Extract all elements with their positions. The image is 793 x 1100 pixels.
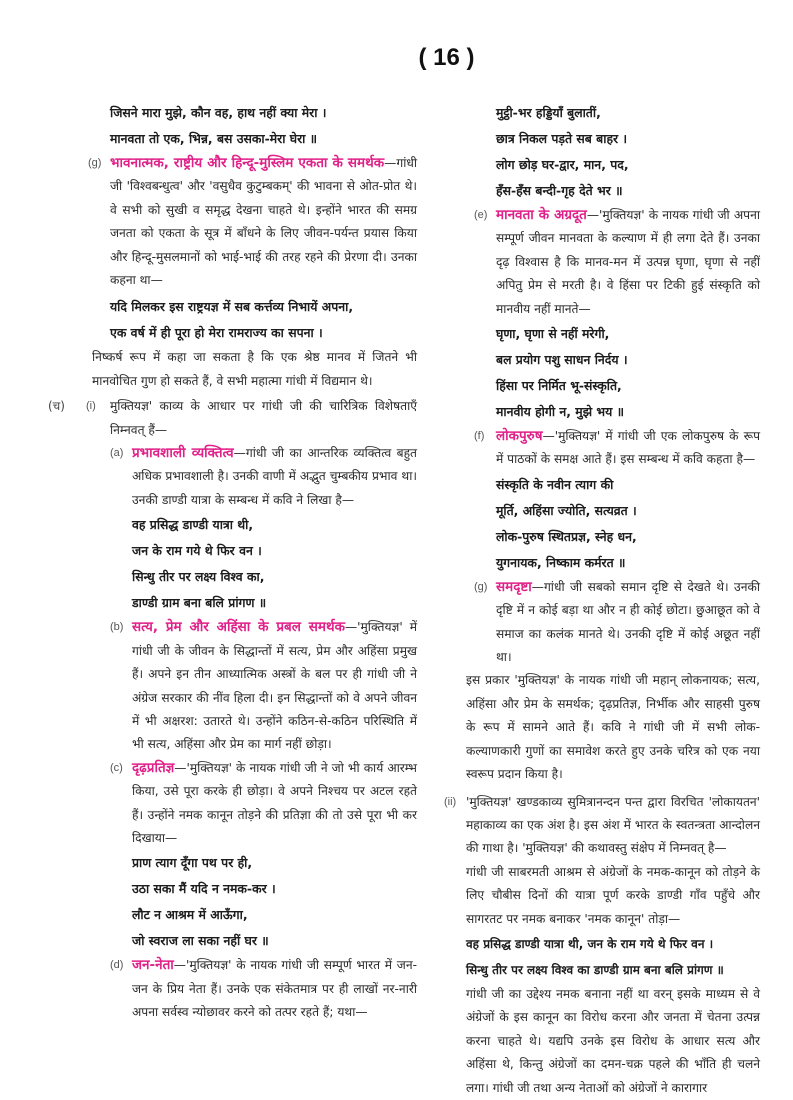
- item-a: [110, 442, 417, 616]
- verse-line: घृणा, घृणा से नहीं मरेगी,: [496, 326, 610, 342]
- item-paragraph: [132, 757, 417, 851]
- item-text: —'मुक्तियज्ञ' में गांधी जी एक लोकपुरुष के रूप में पाठकों के समक्ष आते हैं। इस सम्बन्ध में कवि कहता है—: [496, 429, 760, 467]
- section-ii: [444, 791, 760, 1100]
- item-paragraph: [132, 954, 417, 1024]
- section-cha: [48, 395, 417, 442]
- item-heading: लोकपुरुष: [496, 428, 543, 445]
- section-paragraph: गांधी जी का उद्देश्य नमक बनाना नहीं था वरन् इसके माध्यम से वे अंग्रेजों के इस कानून का विरोध करना और जनता में चेतना उत्पन्न करना चाहते थे। यद्यपि उनके इस विरोध के आधार सत्य और अहिंसा थे, किन्तु अंग्रेजों का दमन-चक्र पहले की भाँति ही चलने लगा। गांधी जी तथा अन्य नेताओं को अंग्रेजों ने कारागार: [466, 986, 760, 1095]
- item-heading: सत्य, प्रेम और अहिंसा के प्रबल समर्थक: [132, 619, 345, 636]
- verse-block: [110, 294, 417, 346]
- verse-line: सिन्धु तीर पर लक्ष्य विश्व का डाण्डी ग्राम बना बलि प्रांगण ॥: [466, 962, 724, 977]
- page-number: ( 16 ): [418, 44, 475, 71]
- verse-line: जो स्वराज ला सका नहीं घर ॥: [132, 933, 269, 949]
- item-marker: (ii): [444, 795, 457, 808]
- item-e: [474, 204, 760, 425]
- verse-block: [466, 931, 760, 983]
- item-marker: (g): [88, 157, 102, 169]
- verse-block: [496, 100, 760, 204]
- verse-line: वह प्रसिद्ध डाण्डी यात्रा थी, जन के राम गये थे फिर वन ।: [466, 936, 714, 951]
- section-paragraph: गांधी जी साबरमती आश्रम से अंग्रेजों के नमक-कानून को तोड़ने के लिए चौबीस दिनों की यात्रा पूर्ण करके डाण्डी गाँव पहुँचे और सागरतट पर नमक बनाकर 'नमक कानून' तोड़ा—: [466, 864, 760, 926]
- section-g: [88, 152, 417, 346]
- verse-line: मानवीय होगी न, मुझे भय ॥: [496, 404, 625, 420]
- item-text: —'मुक्तियज्ञ' के नायक गांधी जी सम्पूर्ण भारत में जन-जन के प्रिय नेता हैं। उनके एक संकेतमात्र पर ही लाखों नर-नारी अपना सर्वस्व न्योछावर करने को तत्पर रहते हैं; यथा—: [132, 958, 417, 1020]
- verse-line: बल प्रयोग पशु साधन निर्दय ।: [496, 352, 628, 368]
- item-text: —'मुक्तियज्ञ' के नायक गांधी जी ने जो भी कार्य आरम्भ किया, उसे पूरा करके ही छोड़ा। वे अपने निश्चय पर अटल रहते हैं। उन्होंने नमक कानून तोड़ने की प्रतिज्ञा की तो उसे पूरा भी कर दिखाया—: [132, 760, 417, 845]
- verse-line: हिंसा पर निर्मित भू-संस्कृति,: [496, 378, 622, 394]
- item-marker: (e): [474, 209, 488, 221]
- verse-line: उठा सका मैं यदि न नमक-कर ।: [132, 881, 276, 897]
- item-paragraph: [496, 204, 760, 321]
- item-paragraph: [496, 576, 760, 670]
- item-text: —गांधी जी सबको समान दृष्टि से देखते थे। उनकी दृष्टि में न कोई बड़ा था और न ही कोई छोटा। छुआछूत को वे समाज का कलंक मानते थे। उनकी दृष्टि में कोई अछूत नहीं था।: [496, 579, 760, 665]
- verse-line: डाण्डी ग्राम बना बलि प्रांगण ॥: [132, 595, 267, 611]
- summary-paragraph: इस प्रकार 'मुक्तियज्ञ' के नायक गांधी जी महान् लोकनायक; सत्य, अहिंसा और प्रेम के समर्थक; दृढ़प्रतिज्ञ, निर्भीक और साहसी पुरुष के रूप में सामने आते हैं। कवि ने गांधी जी में सभी लोक-कल्याणकारी गुणों का समावेश करते हुए उनके चरित्र को एक नया स्वरूप प्रदान किया है।: [466, 673, 760, 782]
- item-heading: समदृष्टा: [496, 578, 532, 595]
- verse-line: लोक-पुरुष स्थितप्रज्ञ, स्नेह धन,: [496, 528, 637, 544]
- verse-block: [132, 850, 417, 954]
- verse-line: लौट न आश्रम में आऊँगा,: [132, 907, 248, 923]
- item-marker: (c): [110, 761, 123, 774]
- item-text: —गांधी जी का आन्तरिक व्यक्तित्व बहुत अधिक प्रभावशाली है। उनकी वाणी में अद्भुत चुम्बकीय प्रभाव था। उनकी डाण्डी यात्रा के सम्बन्ध में कवि ने लिखा है—: [132, 446, 417, 507]
- section-marker: (च): [48, 399, 65, 414]
- verse-line: संस्कृति के नवीन त्याग की: [496, 476, 614, 492]
- item-marker: (b): [110, 621, 124, 634]
- verse-line: प्राण त्याग दूँगा पथ पर ही,: [132, 855, 253, 871]
- item-text: —'मुक्तियज्ञ' में गांधी जी के जीवन के सिद्धान्तों में सत्य, प्रेम और अहिंसा प्रमुख हैं। अपने इन तीन आध्यात्मिक अस्त्रों के बल पर ही गांधी जी ने अंग्रेज सरकार की नींव हिला दी। इन सिद्धान्तों को वे अपने जीवन में भी अक्षरश: उतारते थे। उन्होंने कठिन-से-कठिन परिस्थिति में भी सत्य, अहिंसा और प्रेम का मार्ग नहीं छोड़ा।: [132, 620, 418, 752]
- verse-line: युगनायक, निष्काम कर्मरत ॥: [496, 554, 626, 570]
- item-marker: (a): [110, 447, 124, 460]
- section-text: —गांधी जी 'विश्वबन्धुत्व' और 'वसुधैव कुटुम्बकम्' की भावना से ओत-प्रोत थे। वे सभी को सुखी व समृद्ध देखना चाहते थे। इन्होंने भारत की समग्र जनता को एकता के सूत्र में बाँधने के लिए जीवन-पर्यन्त प्रयास किया और हिन्दू-मुसलमानों को भाई-भाई की तरह रहने की प्रेरणा दी। उनका कहना था—: [110, 156, 417, 288]
- item-paragraph: [132, 442, 417, 512]
- section-intro: 'मुक्तियज्ञ' खण्डकाव्य सुमित्रानन्दन पन्त द्वारा विरचित 'लोकायतन' महाकाव्य का एक अंश है। इस अंश में भारत के स्वतन्त्रता आन्दोलन की गाथा है। 'मुक्तियज्ञ' की कथावस्तु संक्षेप में निम्नवत् है—: [466, 794, 760, 856]
- item-d: [110, 954, 417, 1024]
- verse-line: मुट्ठी-भर हड्डियाँ बुलातीं,: [496, 105, 601, 120]
- verse-line: मूर्ति, अहिंसा ज्योति, सत्यव्रत ।: [496, 502, 637, 518]
- verse-block: [132, 512, 417, 616]
- verse-line: जिसने मारा मुझे, कौन वह, हाथ नहीं क्या मेरा ।: [110, 105, 327, 120]
- section-paragraph: [110, 152, 417, 292]
- item-b: [110, 616, 418, 756]
- item-c: [110, 757, 417, 955]
- conclusion-paragraph: निष्कर्ष रूप में कहा जा सकता है कि एक श्रेष्ठ मानव में जितने भी मानवोचित गुण हो सकते हैं, वे सभी महात्मा गांधी में विद्यमान थे।: [92, 350, 417, 388]
- item-paragraph: [496, 425, 760, 472]
- item-f: [474, 425, 760, 576]
- verse-line: यदि मिलकर इस राष्ट्रयज्ञ में सब कर्त्तव्य निभायें अपना,: [110, 299, 354, 315]
- verse-line: वह प्रसिद्ध डाण्डी यात्रा थी,: [132, 517, 254, 533]
- verse-line: एक वर्ष में ही पूरा हो मेरा रामराज्य का सपना ।: [110, 325, 323, 341]
- section-heading: भावनात्मक, राष्ट्रीय और हिन्दू-मुस्लिम एकता के समर्थक: [110, 155, 385, 171]
- item-heading: दृढ़प्रतिज्ञ: [132, 759, 175, 776]
- item-heading: मानवता के अग्रदूत: [496, 207, 587, 223]
- item-paragraph: [132, 616, 417, 756]
- item-heading: जन-नेता: [132, 957, 174, 974]
- verse-line: लोग छोड़ घर-द्वार, मान, पद,: [496, 157, 629, 172]
- verse-line: सिन्धु तीर पर लक्ष्य विश्व का,: [132, 569, 265, 585]
- item-marker: (d): [110, 959, 124, 972]
- left-column: [48, 100, 418, 1025]
- item-marker: (g): [474, 580, 488, 593]
- item-text: —'मुक्तियज्ञ' के नायक गांधी जी अपना सम्पूर्ण जीवन मानवता के कल्याण में ही लगा देते हैं। उनका दृढ़ विश्वास है कि मानव-मन में उत्पन्न घृणा, घृणा से नहीं अपितु प्रेम से मरती है। वे हिंसा पर टिकी हुई संस्कृति को मानवीय नहीं मानते—: [496, 208, 760, 316]
- right-column: [444, 100, 760, 1100]
- item-g: [474, 576, 760, 670]
- section-intro: मुक्तियज्ञ' काव्य के आधार पर गांधी जी की चारित्रिक विशेषताएँ निम्नवत् हैं—: [110, 399, 417, 437]
- verse-block: [496, 321, 760, 425]
- verse-block: [496, 472, 760, 576]
- verse-line: हँस-हँस बन्दी-गृह देते भर ॥: [496, 183, 623, 198]
- verse-line: जन के राम गये थे फिर वन ।: [132, 543, 262, 559]
- item-heading: प्रभावशाली व्यक्तित्व: [132, 445, 234, 462]
- verse-block: [110, 100, 417, 152]
- item-marker: (i): [86, 400, 96, 413]
- verse-line: मानवता तो एक, भिन्न, बस उसका-मेरा घेरा ॥: [110, 131, 318, 146]
- verse-line: छात्र निकल पड़ते सब बाहर ।: [496, 131, 628, 146]
- item-marker: (f): [474, 430, 485, 443]
